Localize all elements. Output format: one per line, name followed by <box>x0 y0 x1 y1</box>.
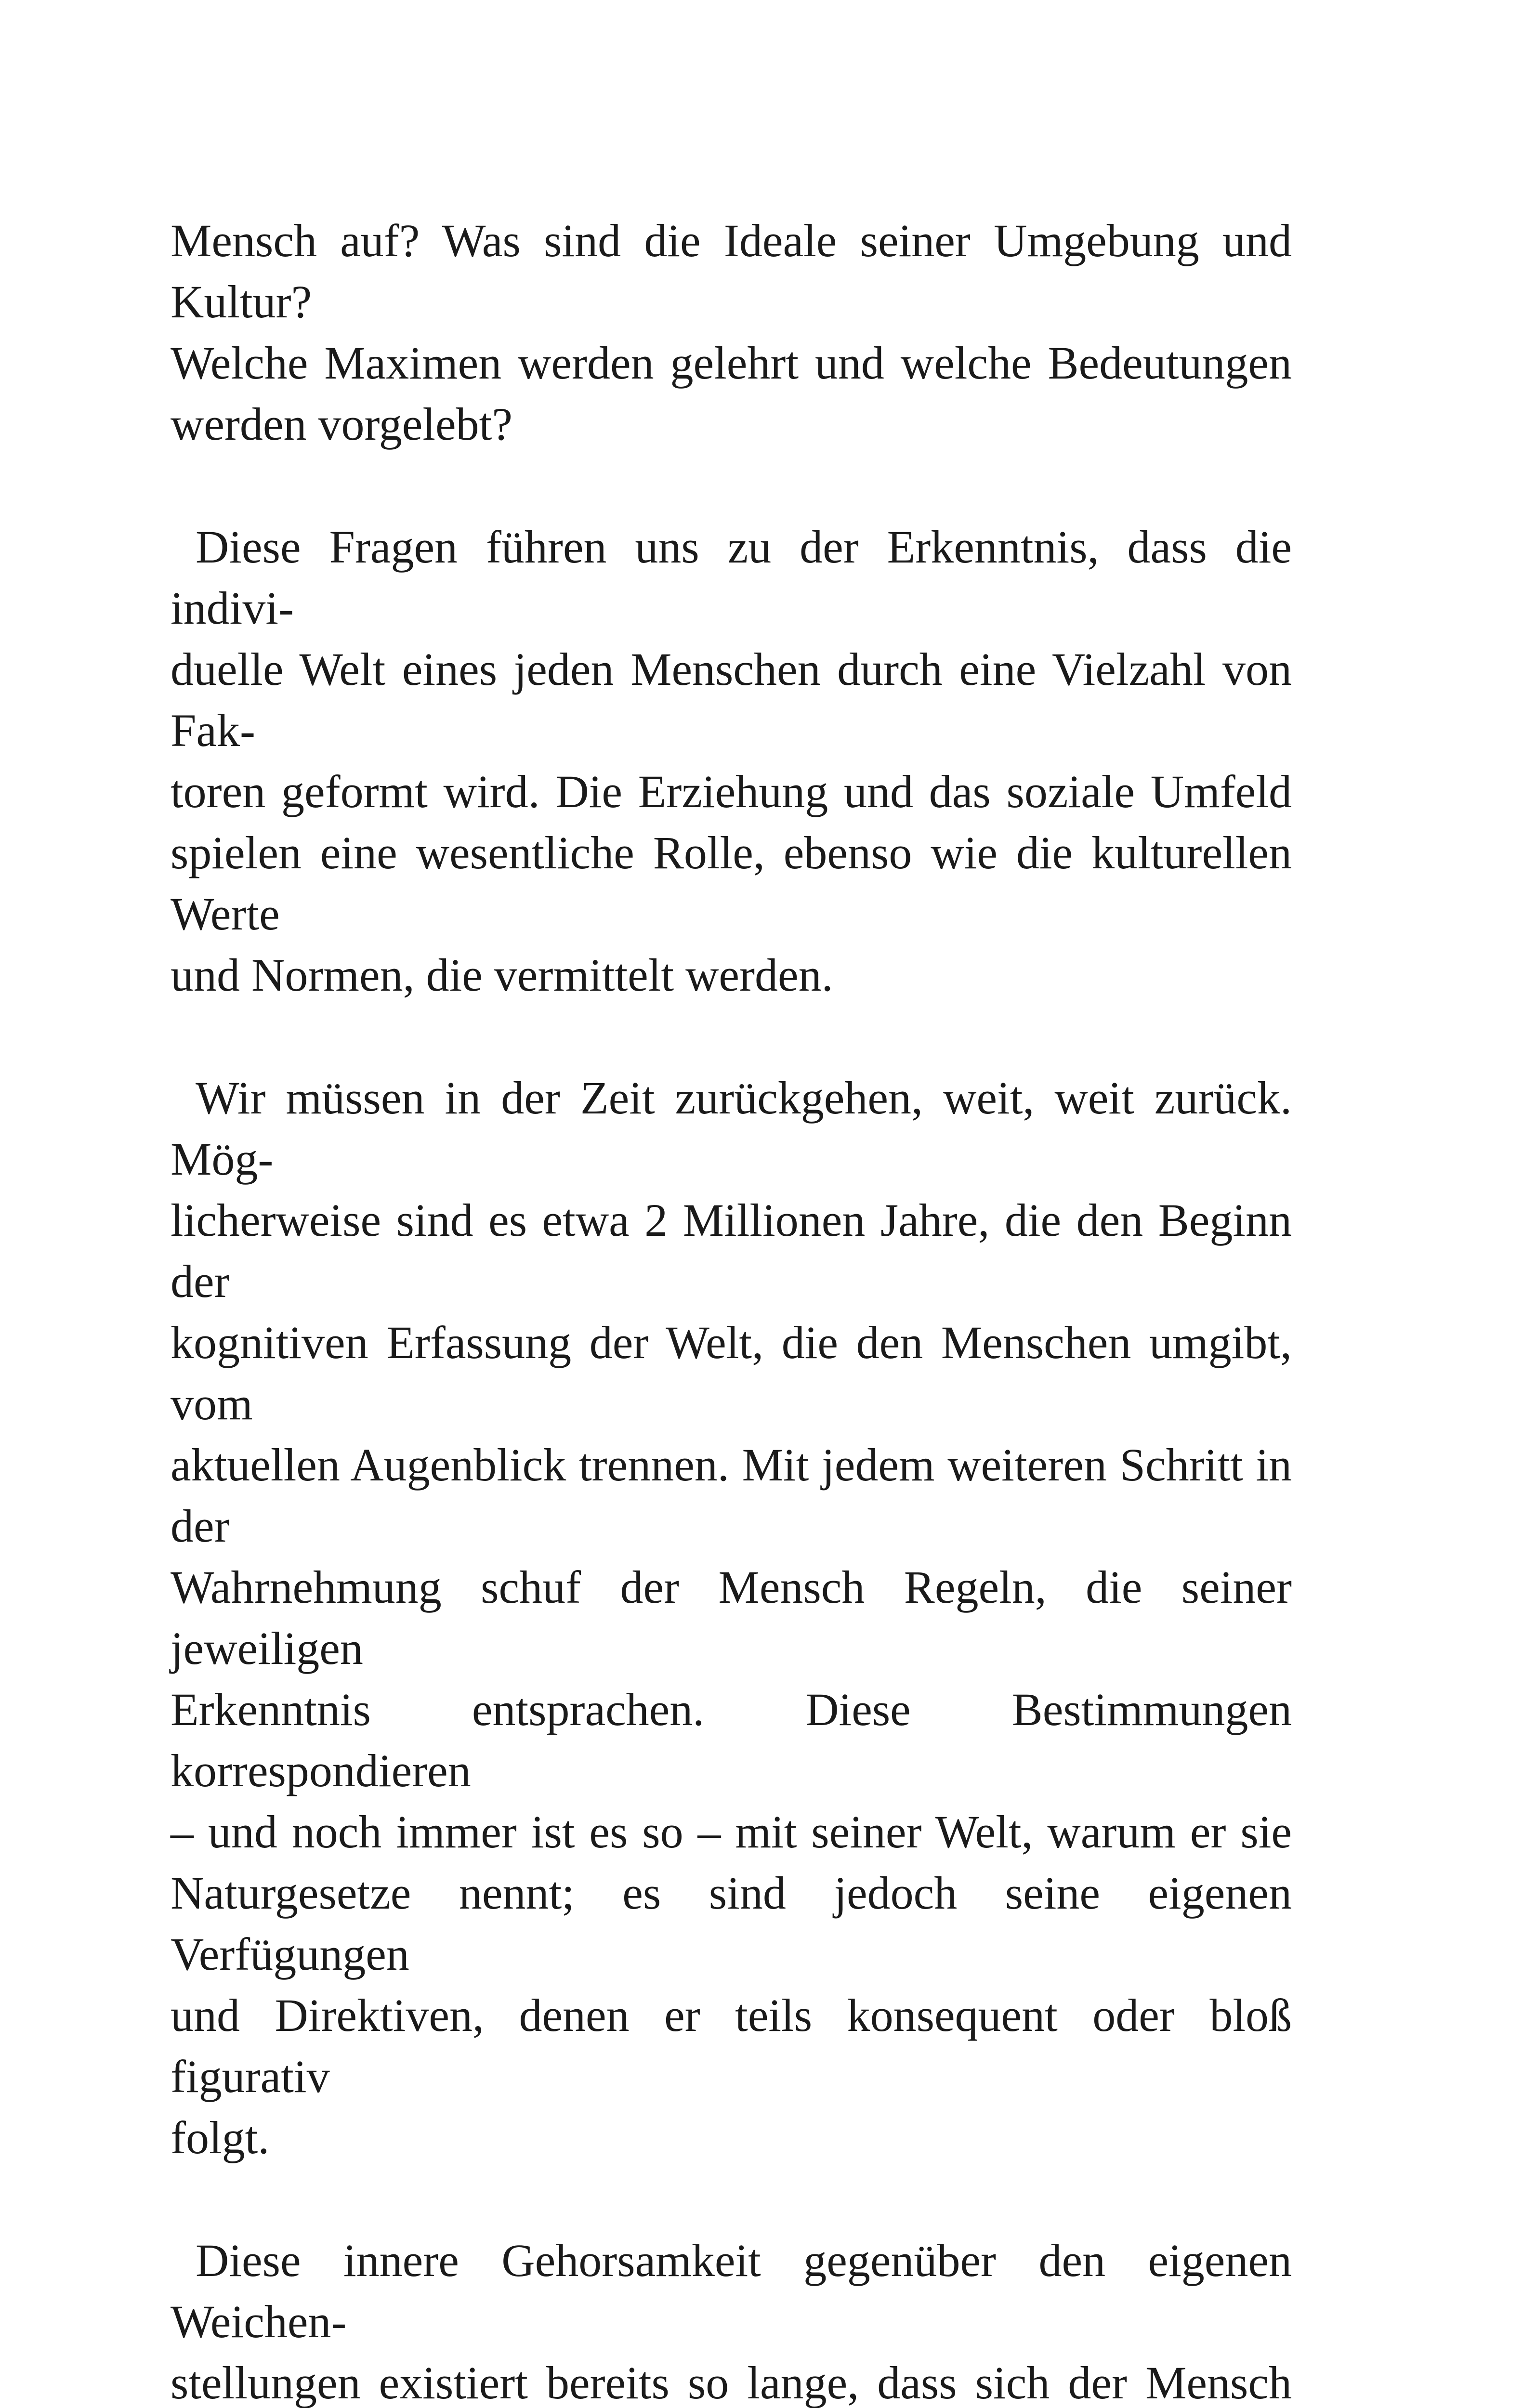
text-line: Welche Maximen werden gelehrt und welche Bedeutungen <box>171 337 1292 389</box>
text-line: Diese Fragen führen uns zu der Erkenntnis, dass die indivi- <box>171 521 1292 634</box>
text-line: stellungen existiert bereits so lange, dass sich der Mensch <box>171 2357 1292 2408</box>
text-line: aktuellen Augenblick trennen. Mit jedem weiteren Schritt in der <box>171 1439 1292 1552</box>
paragraph-3 <box>171 1067 1292 2168</box>
paragraph-gap <box>171 2168 1292 2230</box>
text-line: spielen eine wesentliche Rolle, ebenso wie die kulturellen Werte <box>171 827 1292 940</box>
text-line: Mensch auf? Was sind die Ideale seiner Umgebung und Kultur? <box>171 215 1292 327</box>
paragraph-4 <box>171 2230 1292 2408</box>
text-line: Diese innere Gehorsamkeit gegenüber den eigenen Weichen- <box>171 2235 1292 2347</box>
body-text <box>171 210 1292 2408</box>
text-line: kognitiven Erfassung der Welt, die den Menschen umgibt, vom <box>171 1317 1292 1429</box>
paragraph-gap <box>171 1006 1292 1067</box>
text-line: und Direktiven, denen er teils konsequent oder bloß figurativ <box>171 1989 1292 2102</box>
text-line: folgt. <box>171 2112 270 2163</box>
text-line: duelle Welt eines jeden Menschen durch eine Vielzahl von Fak- <box>171 643 1292 756</box>
text-line: und Normen, die vermittelt werden. <box>171 949 833 1001</box>
paragraph-1 <box>171 210 1292 455</box>
paragraph-2 <box>171 516 1292 1006</box>
text-line: – und noch immer ist es so – mit seiner Welt, warum er sie <box>171 1806 1292 1858</box>
paragraph-gap <box>171 455 1292 516</box>
text-line: werden vorgelebt? <box>171 398 512 450</box>
text-line: Wir müssen in der Zeit zurückgehen, weit, weit zurück. Mög- <box>171 1072 1292 1185</box>
text-line: toren geformt wird. Die Erziehung und das soziale Umfeld <box>171 766 1292 817</box>
text-line: Erkenntnis entsprachen. Diese Bestimmungen korrespondieren <box>171 1684 1292 1796</box>
text-line: Wahrnehmung schuf der Mensch Regeln, die seiner jeweiligen <box>171 1561 1292 1674</box>
text-line: licherweise sind es etwa 2 Millionen Jahre, die den Beginn der <box>171 1194 1292 1307</box>
text-line: Naturgesetze nennt; es sind jedoch seine eigenen Verfügungen <box>171 1867 1292 1980</box>
